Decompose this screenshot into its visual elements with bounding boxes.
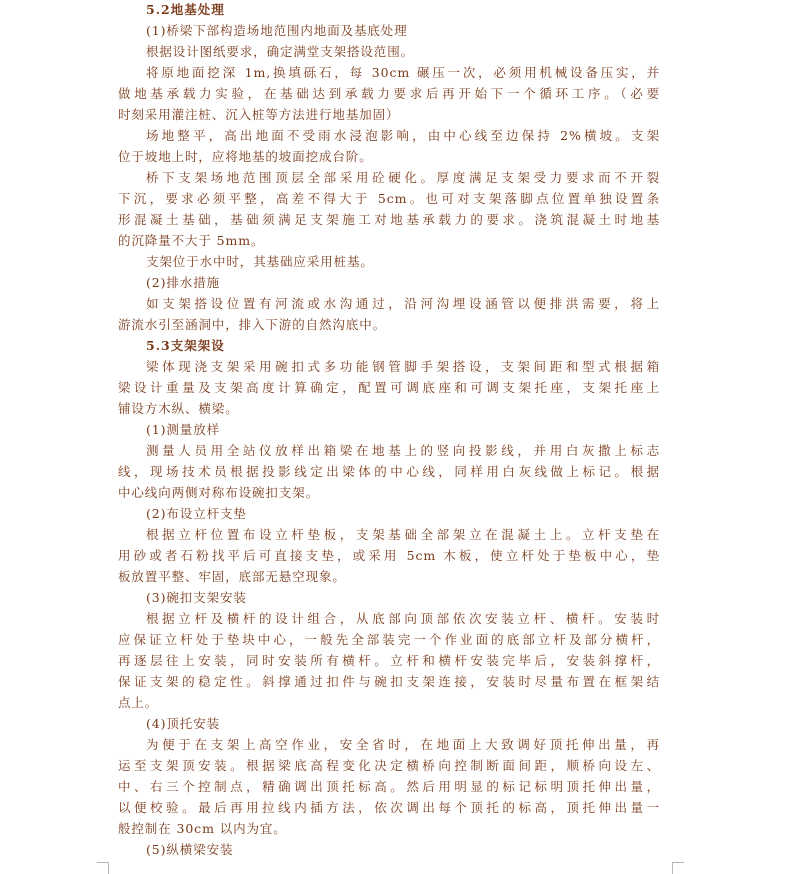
paragraph-line: 为便于在支架上高空作业，安全省时，在地面上大致调好顶托伸出量，再 bbox=[146, 737, 660, 752]
paragraph-line: 根据立杆位置布设立杆垫板，支架基础全部架立在混凝土上。立杆支垫在 bbox=[146, 527, 660, 542]
crop-mark bbox=[672, 862, 673, 874]
crop-mark bbox=[672, 862, 684, 863]
paragraph-line: 以便校验。最后再用拉线内插方法，依次调出每个顶托的标高，顶托伸出量一 bbox=[118, 800, 660, 815]
crop-mark bbox=[108, 862, 109, 874]
paragraph-line: 游流水引至涵洞中，排入下游的自然沟底中。 bbox=[118, 317, 387, 332]
paragraph-line: 根据立杆及横杆的设计组合，从底部向顶部依次安装立杆、横杆。安装时 bbox=[146, 611, 660, 626]
subsection-heading: (5)纵横梁安装 bbox=[146, 842, 234, 857]
paragraph-line: 铺设方木纵、横梁。 bbox=[118, 401, 239, 416]
paragraph-line: 梁体现浇支架采用碗扣式多功能钢管脚手架搭设，支架间距和型式根据箱 bbox=[146, 359, 660, 374]
subsection-heading: (1)测量放样 bbox=[146, 422, 221, 437]
paragraph-line: 板放置平整、牢固，底部无悬空现象。 bbox=[118, 569, 346, 584]
paragraph-line: 线，现场技术员根据投影线定出梁体的中心线，同样用白灰线做上标记。根据 bbox=[118, 464, 660, 479]
paragraph-line: 桥下支架场地范围顶层全部采用砼硬化。厚度满足支架受力要求而不开裂 bbox=[146, 170, 660, 185]
subsection-heading: (1)桥梁下部构造场地范围内地面及基底处理 bbox=[146, 23, 408, 38]
paragraph-line: 形混凝土基础，基础须满足支架施工对地基承载力的要求。浇筑混凝土时地基 bbox=[118, 212, 660, 227]
crop-mark bbox=[97, 862, 109, 863]
paragraph-line: 点上。 bbox=[118, 695, 159, 710]
paragraph-line: 中心线向两侧对称布设碗扣支架。 bbox=[118, 485, 320, 500]
subsection-heading: (2)排水措施 bbox=[146, 275, 221, 290]
paragraph-line: 应保证立杆处于垫块中心，一般先全部装完一个作业面的底部立杆及部分横杆， bbox=[118, 632, 660, 647]
subsection-heading: (4)顶托安装 bbox=[146, 716, 221, 731]
paragraph-line: 测量人员用全站仪放样出箱梁在地基上的竖向投影线，并用白灰撒上标志 bbox=[146, 443, 660, 458]
paragraph-line: 梁设计重量及支架高度计算确定，配置可调底座和可调支架托座，支架托座上 bbox=[118, 380, 660, 395]
paragraph-line: 运至支架顶安装。根据梁底高程变化决定横桥向控制断面间距，顺桥向设左、 bbox=[118, 758, 660, 773]
paragraph-line: 中、右三个控制点，精确调出顶托标高。然后用明显的标记标明顶托伸出量， bbox=[118, 779, 660, 794]
subsection-heading: (3)碗扣支架安装 bbox=[146, 590, 247, 605]
paragraph-line: 再逐层往上安装，同时安装所有横杆。立杆和横杆安装完毕后，安装斜撑杆， bbox=[118, 653, 660, 668]
paragraph-line: 位于坡地上时，应将地基的坡面挖成台阶。 bbox=[118, 149, 373, 164]
paragraph-line: 做地基承载力实验，在基础达到承载力要求后再开始下一个循环工序。（必要 bbox=[118, 86, 660, 101]
paragraph-line: 般控制在 30cm 以内为宜。 bbox=[118, 821, 287, 836]
paragraph-line: 如支架搭设位置有河流或水沟通过，沿河沟埋设涵管以便排洪需要，将上 bbox=[146, 296, 660, 311]
paragraph-line: 的沉降量不大于 5mm。 bbox=[118, 233, 265, 248]
paragraph-line: 用砂或者石粉找平后可直接支垫，或采用 5cm 木板，使立杆处于垫板中心，垫 bbox=[118, 548, 660, 563]
paragraph-line: 支架位于水中时，其基础应采用桩基。 bbox=[146, 254, 374, 269]
section-heading: 5.2地基处理 bbox=[146, 2, 225, 17]
paragraph-line: 保证支架的稳定性。斜撑通过扣件与碗扣支架连接，安装时尽量布置在框架结 bbox=[118, 674, 660, 689]
paragraph-line: 时刻采用灌注桩、沉入桩等方法进行地基加固） bbox=[118, 107, 400, 122]
paragraph-line: 根据设计图纸要求，确定满堂支架搭设范围。 bbox=[146, 44, 415, 59]
paragraph-line: 将原地面挖深 1m,换填砾石，每 30cm 碾压一次，必须用机械设备压实，并 bbox=[146, 65, 660, 80]
paragraph-line: 场地整平，高出地面不受雨水浸泡影响，由中心线至边保持 2%横坡。支架 bbox=[146, 128, 660, 143]
section-heading: 5.3支架架设 bbox=[146, 338, 225, 353]
subsection-heading: (2)布设立杆支垫 bbox=[146, 506, 247, 521]
paragraph-line: 下沉，要求必须平整，高差不得大于 5cm。也可对支架落脚点位置单独设置条 bbox=[118, 191, 660, 206]
